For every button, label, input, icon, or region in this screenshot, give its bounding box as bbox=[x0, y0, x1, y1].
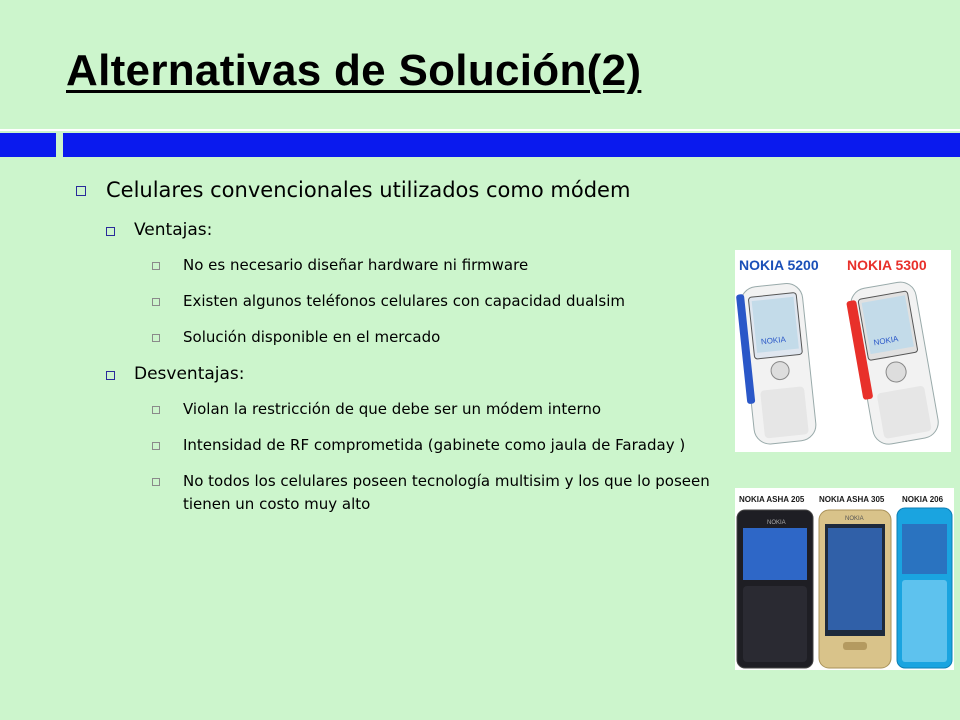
ventajas-label: Ventajas: bbox=[134, 220, 213, 240]
screen-logo: NOKIA bbox=[767, 520, 786, 526]
phone-asha-305-icon bbox=[819, 510, 891, 668]
phone-5300-icon bbox=[844, 280, 940, 448]
list-item bbox=[152, 398, 716, 421]
screen-logo: NOKIA bbox=[760, 334, 787, 347]
desventajas-heading bbox=[106, 362, 716, 386]
phone-nokia-206-icon bbox=[897, 508, 952, 668]
screen-logo: NOKIA bbox=[872, 334, 900, 348]
bullet-square-icon bbox=[152, 442, 160, 450]
title-divider-line bbox=[0, 129, 960, 131]
list-item bbox=[152, 434, 716, 457]
list-item bbox=[152, 470, 716, 516]
nokia-asha-phones-image bbox=[735, 488, 954, 670]
list-item bbox=[152, 254, 716, 277]
bullet-list bbox=[76, 176, 716, 529]
desventajas-label: Desventajas: bbox=[134, 364, 245, 384]
bullet-square-icon bbox=[152, 406, 160, 414]
accent-bar-right bbox=[63, 133, 960, 157]
list-item bbox=[152, 326, 716, 349]
ventaja-item-text: Existen algunos teléfonos celulares con capacidad dualsim bbox=[183, 292, 626, 310]
ventaja-item-text: No es necesario diseñar hardware ni firmware bbox=[183, 256, 529, 274]
desventaja-item-text: Violan la restricción de que debe ser un módem interno bbox=[183, 400, 602, 418]
accent-bar-left bbox=[0, 133, 56, 157]
label-nokia-5200: NOKIA 5200 bbox=[739, 257, 819, 273]
phone-asha-205-icon bbox=[737, 510, 813, 668]
label-nokia-asha-305: NOKIA ASHA 305 bbox=[819, 495, 885, 504]
bullet-square-icon bbox=[106, 227, 115, 236]
slide-title: Alternativas de Solución(2) bbox=[66, 46, 642, 95]
screen-logo: NOKIA bbox=[845, 516, 864, 522]
nokia-5200-5300-image bbox=[735, 250, 951, 452]
ventajas-heading bbox=[106, 218, 716, 242]
bullet-square-icon bbox=[152, 298, 160, 306]
main-bullet bbox=[76, 176, 716, 204]
bullet-square-icon bbox=[152, 334, 160, 342]
desventaja-item-text: No todos los celulares poseen tecnología multisim y los que lo poseen tienen un costo muy alto bbox=[183, 472, 710, 513]
label-nokia-asha-205: NOKIA ASHA 205 bbox=[739, 495, 805, 504]
label-nokia-5300: NOKIA 5300 bbox=[847, 257, 927, 273]
phone-5200-icon bbox=[735, 282, 817, 446]
ventaja-item-text: Solución disponible en el mercado bbox=[183, 328, 441, 346]
bullet-square-icon bbox=[106, 371, 115, 380]
bullet-square-icon bbox=[76, 186, 86, 196]
label-nokia-206: NOKIA 206 bbox=[902, 495, 944, 504]
bullet-square-icon bbox=[152, 478, 160, 486]
desventaja-item-text: Intensidad de RF comprometida (gabinete como jaula de Faraday ) bbox=[183, 436, 686, 454]
main-bullet-text: Celulares convencionales utilizados como módem bbox=[106, 178, 631, 202]
bullet-square-icon bbox=[152, 262, 160, 270]
list-item bbox=[152, 290, 716, 313]
